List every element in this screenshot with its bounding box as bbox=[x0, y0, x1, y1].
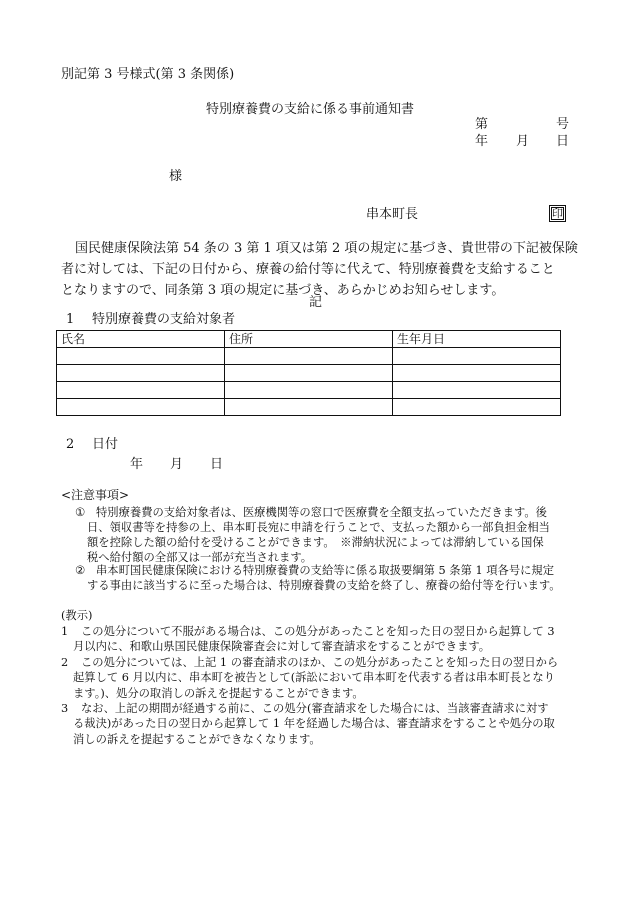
instruction-2-number: 2 bbox=[61, 656, 69, 669]
note-2-number: ② bbox=[75, 564, 86, 577]
section2-number: 2 bbox=[66, 437, 75, 452]
section1-title: 特別療養費の支給対象者 bbox=[92, 312, 236, 327]
table-header-row bbox=[57, 331, 561, 348]
header-birthdate: 生年月日 bbox=[393, 331, 561, 348]
cell-name bbox=[57, 348, 225, 365]
instruction-2-continuation bbox=[73, 670, 555, 701]
form-identifier: 別記第 3 号様式(第 3 条関係) bbox=[61, 67, 235, 82]
note-2-text bbox=[96, 563, 554, 578]
instruction-3-line-3: 消しの訴えを提起することができなくなります。 bbox=[73, 732, 321, 746]
header-address: 住所 bbox=[225, 331, 393, 348]
header-name: 氏名 bbox=[57, 331, 225, 348]
date-day-label: 日 bbox=[556, 134, 570, 149]
note-1-continuation bbox=[87, 520, 550, 566]
instruction-2-line-1: この処分については、上記 1 の審査請求のほか、この処分があったことを知った日の翌日から bbox=[81, 656, 559, 669]
number-prefix: 第 bbox=[475, 117, 489, 132]
instruction-3-number: 3 bbox=[61, 702, 69, 715]
cell-name bbox=[57, 399, 225, 416]
section2-title: 日付 bbox=[92, 437, 119, 452]
date-month-label: 月 bbox=[516, 134, 530, 149]
note-1-text bbox=[96, 505, 547, 520]
seal-char: 印 bbox=[552, 207, 563, 220]
recipient-table bbox=[56, 330, 561, 416]
note-1-line-2: 日、領収書等を持参の上、串本町長宛に申請を行うことで、支払った額から一部負担金相当 bbox=[87, 521, 550, 534]
cell-address bbox=[225, 399, 393, 416]
instruction-3-line-1: なお、上記の期間が経過する前に、この処分(審査請求をした場合には、当該審査請求に対す bbox=[81, 702, 549, 715]
section1-number: 1 bbox=[66, 312, 75, 327]
section2-month: 月 bbox=[170, 457, 184, 472]
notes-heading: <注意事項> bbox=[61, 488, 130, 502]
table-row bbox=[57, 399, 561, 416]
instruction-1-text bbox=[81, 624, 555, 639]
note-2-line-1: 串本町国民健康保険における特別療養費の支給等に係る取扱要綱第 5 条第 1 項各号に規定 bbox=[96, 564, 555, 577]
intro-line-3: となりますので、同条第 3 項の規定に基づき、あらかじめお知らせします。 bbox=[61, 283, 505, 298]
note-1-line-4: 税へ給付額の全部又は一部が充当されます。 bbox=[87, 551, 313, 565]
section2-year: 年 bbox=[130, 457, 144, 472]
ki-marker: 記 bbox=[309, 295, 323, 310]
date-year-label: 年 bbox=[475, 134, 489, 149]
document-title: 特別療養費の支給に係る事前通知書 bbox=[206, 102, 415, 117]
instruction-1-number: 1 bbox=[61, 625, 69, 638]
cell-birthdate bbox=[393, 348, 561, 365]
instruction-1-line-1: この処分について不服がある場合は、この処分があったことを知った日の翌日から起算して 3 bbox=[81, 625, 555, 638]
instruction-1-line-2: 月以内に、和歌山県国民健康保険審査会に対して審査請求をすることができます。 bbox=[73, 640, 491, 653]
intro-line-2: 者に対しては、下記の日付から、療養の給付等に代えて、特別療養費を支給すること bbox=[61, 262, 555, 277]
note-1-number: ① bbox=[75, 506, 86, 519]
cell-birthdate bbox=[393, 399, 561, 416]
instruction-3-text bbox=[81, 701, 549, 716]
cell-name bbox=[57, 382, 225, 399]
instruction-3-continuation bbox=[73, 716, 555, 747]
cell-birthdate bbox=[393, 365, 561, 382]
instruction-2-line-3: ます。)、処分の取消しの訴えを提起することができます。 bbox=[73, 686, 364, 700]
number-suffix: 号 bbox=[556, 117, 570, 132]
table-row bbox=[57, 382, 561, 399]
note-2-line-2: する事由に該当するに至った場合は、特別療養費の支給を終了し、療養の給付等を行います。 bbox=[87, 579, 561, 592]
section2-day: 日 bbox=[210, 457, 224, 472]
instruction-2-line-2: 起算して 6 月以内に、串本町を被告として(訴訟において串本町を代表する者は串本町長となり bbox=[73, 671, 555, 684]
cell-name bbox=[57, 365, 225, 382]
intro-line-1: 国民健康保険法第 54 条の 3 第 1 項又は第 2 項の規定に基づき、貴世帯の下記被保険 bbox=[75, 241, 578, 256]
instruction-3-line-2: る裁決)があった日の翌日から起算して 1 年を経過した場合は、審査請求をすることや処分の取 bbox=[73, 717, 555, 730]
addressee-suffix: 様 bbox=[169, 169, 183, 184]
note-1-line-1: 特別療養費の支給対象者は、医療機関等の窓口で医療費を全額支払っていただきます。後 bbox=[96, 506, 547, 519]
cell-address bbox=[225, 382, 393, 399]
cell-address bbox=[225, 348, 393, 365]
cell-birthdate bbox=[393, 382, 561, 399]
note-2-continuation bbox=[87, 578, 561, 593]
cell-address bbox=[225, 365, 393, 382]
official-seal-icon bbox=[549, 205, 566, 222]
note-1-line-3: 額を控除した額の給付を受けることができます。 ※滞納状況によっては滞納している国保 bbox=[87, 536, 544, 550]
issuer-name: 串本町長 bbox=[366, 207, 419, 222]
table-row bbox=[57, 365, 561, 382]
instruction-2-text bbox=[81, 655, 558, 670]
instruction-1-continuation bbox=[73, 639, 490, 654]
instruction-heading: (教示) bbox=[61, 609, 93, 622]
table-row bbox=[57, 348, 561, 365]
